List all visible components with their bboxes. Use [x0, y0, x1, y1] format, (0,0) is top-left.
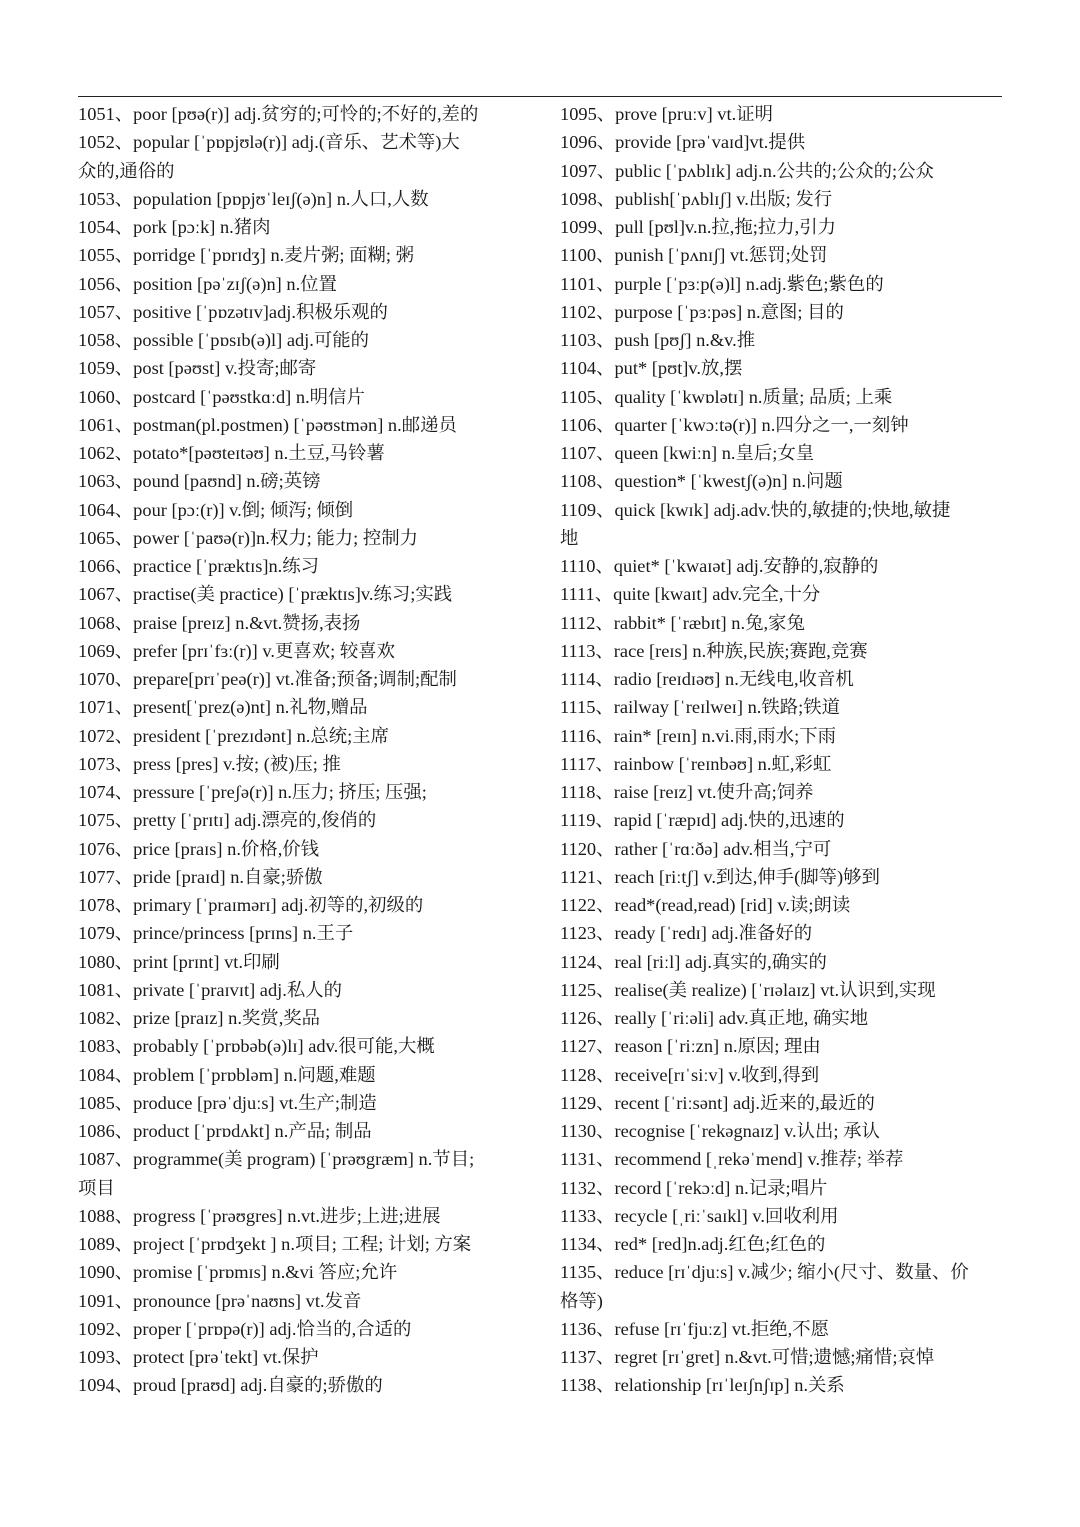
vocab-entry	[78, 298, 538, 326]
vocab-entry-text: 1095、prove [pruːv] vt.证明	[560, 104, 773, 124]
vocab-entry	[78, 1145, 538, 1202]
vocab-entry	[560, 1089, 1005, 1117]
vocab-entry-text: 1067、practise(美 practice) [ˈpræktɪs]v.练习;实践	[78, 584, 453, 605]
vocab-entry-text: 1125、realise(美 realize) [ˈrɪəlaɪz] vt.认识到,实现	[560, 979, 936, 1000]
vocab-entry	[78, 863, 538, 891]
vocab-entry	[560, 863, 1005, 891]
vocab-entry-text: 1111、quite [kwaɪt] adv.完全,十分	[560, 584, 821, 605]
vocab-entry-text: 1118、raise [reɪz] vt.使升高;饲养	[560, 782, 814, 802]
vocab-entry	[560, 750, 1005, 778]
vocab-entry-text: 1084、problem [ˈprɒbləm] n.问题,难题	[78, 1064, 376, 1085]
vocab-entry-text: 1073、press [pres] v.按; (被)压; 推	[78, 753, 341, 774]
vocab-entry-text: 1081、private [ˈpraɪvɪt] adj.私人的	[78, 979, 343, 1000]
vocab-entry	[560, 637, 1005, 665]
vocab-entry	[78, 1032, 538, 1060]
vocab-entry-text: 1127、reason [ˈriːzn] n.原因; 理由	[560, 1036, 821, 1057]
vocab-entry-text: 1135、reduce [rɪˈdjuːs] v.减少; 缩小(尺寸、数量、价	[560, 1262, 969, 1283]
vocab-entry	[560, 891, 1005, 919]
vocab-entry	[78, 552, 538, 580]
vocab-entry-text: 1102、purpose [ˈpɜːpəs] n.意图; 目的	[560, 301, 844, 322]
vocab-entry-text: 1131、recommend [ˌrekəˈmend] v.推荐; 举荐	[560, 1149, 904, 1170]
vocab-entry-text: 1130、recognise [ˈrekəgnaɪz] v.认出; 承认	[560, 1121, 880, 1141]
vocab-entry	[560, 157, 1005, 185]
vocab-entry	[78, 354, 538, 382]
vocab-entry	[78, 1287, 538, 1315]
vocab-entry	[78, 1202, 538, 1230]
vocab-entry	[560, 354, 1005, 382]
vocab-entry-continuation: 众的,通俗的	[78, 160, 175, 181]
vocab-entry	[78, 1117, 538, 1145]
vocab-entry	[78, 270, 538, 298]
vocab-entry	[78, 806, 538, 834]
vocab-entry-text: 1106、quarter [ˈkwɔːtə(r)] n.四分之一,一刻钟	[560, 414, 909, 435]
vocab-entry-text: 1076、price [praɪs] n.价格,价钱	[78, 838, 320, 859]
vocab-entry-text: 1062、potato*[pəʊteɪtəʊ] n.土豆,马铃薯	[78, 443, 385, 463]
vocab-entry	[560, 185, 1005, 213]
vocab-entry	[78, 1089, 538, 1117]
vocab-entry	[78, 467, 538, 495]
vocab-entry-text: 1122、read*(read,read) [rid] v.读;朗读	[560, 895, 851, 915]
vocab-entry-text: 1060、postcard [ˈpəʊstkɑːd] n.明信片	[78, 386, 365, 407]
vocab-entry	[560, 270, 1005, 298]
vocab-entry-text: 1134、red* [red]n.adj.红色;红色的	[560, 1234, 826, 1254]
vocab-entry	[560, 1004, 1005, 1032]
vocab-entry-text: 1137、regret [rɪˈgret] n.&vt.可惜;遗憾;痛惜;哀悼	[560, 1347, 935, 1367]
vocab-entry	[560, 1371, 1005, 1399]
vocab-entry	[560, 1117, 1005, 1145]
vocab-entry	[78, 976, 538, 1004]
vocab-entry-text: 1112、rabbit* [ˈræbɪt] n.兔,家兔	[560, 612, 805, 633]
vocab-entry-continuation: 地	[560, 527, 579, 548]
vocab-entry-text: 1055、porridge [ˈpɒrɪdʒ] n.麦片粥; 面糊; 粥	[78, 245, 414, 266]
vocab-entry-text: 1116、rain* [reɪn] n.vi.雨,雨水;下雨	[560, 725, 836, 746]
vocab-entry-text: 1113、race [reɪs] n.种族,民族;赛跑,竞赛	[560, 640, 868, 661]
vocab-entry	[78, 665, 538, 693]
vocab-entry-text: 1114、radio [reɪdɪəʊ] n.无线电,收音机	[560, 669, 854, 689]
vocab-entry-text: 1121、reach [riːtʃ] v.到达,伸手(脚等)够到	[560, 866, 880, 887]
vocab-entry-text: 1093、protect [prəˈtekt] vt.保护	[78, 1347, 319, 1367]
vocab-entry	[560, 948, 1005, 976]
vocab-entry-text: 1074、pressure [ˈpreʃə(r)] n.压力; 挤压; 压强;	[78, 782, 427, 802]
vocab-entry-text: 1098、publish[ˈpʌblɪʃ] v.出版; 发行	[560, 188, 833, 209]
vocab-entry	[78, 1343, 538, 1371]
vocab-entry-text: 1129、recent [ˈriːsənt] adj.近来的,最近的	[560, 1092, 875, 1113]
vocab-entry-text: 1104、put* [pʊt]v.放,摆	[560, 358, 743, 379]
vocab-entry-text: 1097、public [ˈpʌblɪk] adj.n.公共的;公众的;公众	[560, 160, 934, 181]
vocab-entry	[78, 1004, 538, 1032]
vocab-entry	[560, 665, 1005, 693]
vocab-entry-text: 1123、ready [ˈredɪ] adj.准备好的	[560, 923, 813, 944]
vocab-entry	[560, 1202, 1005, 1230]
vocab-entry	[78, 524, 538, 552]
vocab-entry-text: 1120、rather [ˈrɑːðə] adv.相当,宁可	[560, 838, 832, 859]
vocab-entry-text: 1100、punish [ˈpʌnɪʃ] vt.惩罚;处罚	[560, 245, 828, 266]
vocab-entry-text: 1136、refuse [rɪˈfjuːz] vt.拒绝,不愿	[560, 1318, 829, 1339]
vocab-entry	[560, 1032, 1005, 1060]
vocab-entry	[78, 609, 538, 637]
vocab-entry-text: 1119、rapid [ˈræpɪd] adj.快的,迅速的	[560, 810, 845, 831]
vocab-entry-text: 1128、receive[rɪˈsiːv] v.收到,得到	[560, 1064, 820, 1085]
vocab-entry	[560, 778, 1005, 806]
vocab-entry-text: 1126、really [ˈriːəli] adv.真正地, 确实地	[560, 1008, 869, 1028]
vocab-entry-text: 1089、project [ˈprɒdʒekt ] n.项目; 工程; 计划; 方案	[78, 1234, 472, 1254]
vocab-entry	[78, 580, 538, 608]
vocab-entry	[560, 467, 1005, 495]
vocab-entry-text: 1052、popular [ˈpɒpjʊlə(r)] adj.(音乐、艺术等)大	[78, 132, 460, 153]
vocab-entry-continuation: 项目	[78, 1177, 115, 1198]
vocab-entry-text: 1078、primary [ˈpraɪmərɪ] adj.初等的,初级的	[78, 895, 424, 915]
vocab-entry	[78, 383, 538, 411]
vocab-entry-text: 1068、praise [preɪz] n.&vt.赞扬,表扬	[78, 612, 361, 633]
vocab-entry	[78, 1230, 538, 1258]
vocab-entry	[560, 439, 1005, 467]
vocab-entry-text: 1092、proper [ˈprɒpə(r)] adj.恰当的,合适的	[78, 1318, 412, 1339]
vocab-entry-text: 1133、recycle [ˌriːˈsaɪkl] v.回收利用	[560, 1205, 839, 1226]
vocab-entry-text: 1061、postman(pl.postmen) [ˈpəʊstmən] n.邮递员	[78, 414, 457, 435]
vocab-entry-text: 1099、pull [pʊl]v.n.拉,拖;拉力,引力	[560, 217, 837, 237]
vocab-entry	[560, 411, 1005, 439]
vocab-entry-text: 1080、print [prɪnt] vt.印刷	[78, 951, 280, 972]
vocab-entry	[560, 722, 1005, 750]
vocab-entry	[78, 919, 538, 947]
vocab-entry-text: 1065、power [ˈpaʊə(r)]n.权力; 能力; 控制力	[78, 527, 419, 548]
vocab-entry-text: 1124、real [riːl] adj.真实的,确实的	[560, 951, 827, 972]
vocab-entry-text: 1091、pronounce [prəˈnaʊns] vt.发音	[78, 1290, 362, 1311]
vocab-entry	[78, 693, 538, 721]
vocab-entry-text: 1087、programme(美 program) [ˈprəʊgræm] n.节目;	[78, 1149, 475, 1170]
vocab-entry	[560, 552, 1005, 580]
vocab-entry-text: 1107、queen [kwiːn] n.皇后;女皇	[560, 443, 815, 463]
vocab-entry-text: 1105、quality [ˈkwɒlətɪ] n.质量; 品质; 上乘	[560, 386, 893, 407]
vocab-entry	[78, 891, 538, 919]
vocab-entry	[560, 806, 1005, 834]
vocab-entry-text: 1054、pork [pɔːk] n.猪肉	[78, 217, 271, 237]
vocab-entry	[560, 128, 1005, 156]
vocab-entry-text: 1086、product [ˈprɒdʌkt] n.产品; 制品	[78, 1121, 372, 1141]
vocab-entry-text: 1077、pride [praɪd] n.自豪;骄傲	[78, 866, 323, 887]
vocab-entry-text: 1085、produce [prəˈdjuːs] vt.生产;制造	[78, 1092, 377, 1113]
vocab-entry	[78, 326, 538, 354]
vocab-entry-text: 1115、railway [ˈreɪlweɪ] n.铁路;铁道	[560, 697, 841, 718]
vocab-entry	[560, 1258, 1005, 1315]
vocab-entry	[560, 1230, 1005, 1258]
vocab-entry-text: 1064、pour [pɔː(r)] v.倒; 倾泻; 倾倒	[78, 499, 354, 520]
vocab-entry	[560, 609, 1005, 637]
vocab-entry	[560, 1315, 1005, 1343]
vocab-entry-text: 1132、record [ˈrekɔːd] n.记录;唱片	[560, 1177, 828, 1198]
vocab-entry-text: 1138、relationship [rɪˈleɪʃnʃɪp] n.关系	[560, 1375, 845, 1396]
vocab-entry-text: 1088、progress [ˈprəʊgres] n.vt.进步;上进;进展	[78, 1205, 441, 1226]
vocab-entry-text: 1069、prefer [prɪˈfɜː(r)] v.更喜欢; 较喜欢	[78, 640, 396, 661]
vocab-entry-text: 1079、prince/princess [prɪns] n.王子	[78, 923, 354, 944]
vocab-entry	[560, 976, 1005, 1004]
vocab-entry	[560, 1145, 1005, 1173]
vocab-entry	[560, 919, 1005, 947]
vocab-entry	[78, 213, 538, 241]
vocab-entry	[560, 241, 1005, 269]
left-column	[78, 100, 538, 1400]
vocab-entry-continuation: 格等)	[560, 1290, 603, 1311]
vocab-entry	[78, 128, 538, 185]
vocab-entry-text: 1072、president [ˈprezɪdənt] n.总统;主席	[78, 725, 390, 746]
vocab-entry	[78, 778, 538, 806]
vocab-entry-text: 1051、poor [pʊə(r)] adj.贫穷的;可怜的;不好的,差的	[78, 104, 479, 124]
top-rule	[78, 96, 1002, 97]
vocab-entry	[560, 383, 1005, 411]
vocab-entry-text: 1071、present[ˈprez(ə)nt] n.礼物,赠品	[78, 697, 368, 718]
vocab-entry	[78, 439, 538, 467]
vocab-entry	[78, 835, 538, 863]
vocab-entry-text: 1101、purple [ˈpɜːp(ə)l] n.adj.紫色;紫色的	[560, 273, 884, 294]
vocab-entry-text: 1096、provide [prəˈvaɪd]vt.提供	[560, 132, 806, 153]
right-column	[560, 100, 1005, 1400]
vocab-entry-text: 1082、prize [praɪz] n.奖赏,奖品	[78, 1008, 321, 1028]
vocab-entry	[78, 750, 538, 778]
vocab-entry	[78, 1061, 538, 1089]
vocab-entry	[560, 1343, 1005, 1371]
vocab-entry	[78, 496, 538, 524]
vocab-entry	[78, 185, 538, 213]
vocab-entry-text: 1057、positive [ˈpɒzətɪv]adj.积极乐观的	[78, 301, 388, 322]
vocab-entry	[78, 241, 538, 269]
vocab-entry-text: 1108、question* [ˈkwestʃ(ə)n] n.问题	[560, 471, 843, 492]
vocab-entry	[78, 722, 538, 750]
vocab-entry	[78, 411, 538, 439]
vocab-entry-text: 1103、push [pʊʃ] n.&v.推	[560, 330, 756, 350]
vocab-entry	[78, 1371, 538, 1399]
vocab-entry	[78, 948, 538, 976]
vocab-entry-text: 1053、population [pɒpjʊˈleɪʃ(ə)n] n.人口,人数	[78, 188, 429, 209]
vocab-entry-text: 1075、pretty [ˈprɪtɪ] adj.漂亮的,俊俏的	[78, 810, 377, 831]
vocab-entry-text: 1066、practice [ˈpræktɪs]n.练习	[78, 556, 320, 576]
vocab-entry	[78, 100, 538, 128]
vocab-entry-text: 1056、position [pəˈzɪʃ(ə)n] n.位置	[78, 273, 337, 294]
vocab-entry	[78, 1258, 538, 1286]
vocab-entry	[560, 1174, 1005, 1202]
vocab-entry	[560, 298, 1005, 326]
vocab-entry	[560, 1061, 1005, 1089]
vocab-entry-text: 1109、quick [kwɪk] adj.adv.快的,敏捷的;快地,敏捷	[560, 499, 951, 520]
vocab-entry-text: 1090、promise [ˈprɒmɪs] n.&vi 答应;允许	[78, 1262, 398, 1283]
vocab-entry-text: 1058、possible [ˈpɒsɪb(ə)l] adj.可能的	[78, 330, 370, 350]
vocab-entry-text: 1059、post [pəʊst] v.投寄;邮寄	[78, 358, 317, 379]
vocab-entry	[560, 100, 1005, 128]
vocab-entry	[560, 835, 1005, 863]
vocab-entry-text: 1094、proud [praʊd] adj.自豪的;骄傲的	[78, 1375, 383, 1396]
vocab-entry-text: 1117、rainbow [ˈreɪnbəʊ] n.虹,彩虹	[560, 753, 832, 774]
vocab-entry	[78, 1315, 538, 1343]
vocab-entry-text: 1083、probably [ˈprɒbəb(ə)lɪ] adv.很可能,大概	[78, 1036, 435, 1057]
vocab-entry-text: 1110、quiet* [ˈkwaɪət] adj.安静的,寂静的	[560, 556, 879, 576]
vocab-entry	[560, 496, 1005, 553]
vocab-entry	[560, 213, 1005, 241]
vocab-entry-text: 1063、pound [paʊnd] n.磅;英镑	[78, 471, 321, 492]
vocab-entry	[560, 580, 1005, 608]
vocab-entry	[560, 693, 1005, 721]
vocab-entry-text: 1070、prepare[prɪˈpeə(r)] vt.准备;预备;调制;配制	[78, 669, 457, 689]
vocab-entry	[560, 326, 1005, 354]
vocab-entry	[78, 637, 538, 665]
